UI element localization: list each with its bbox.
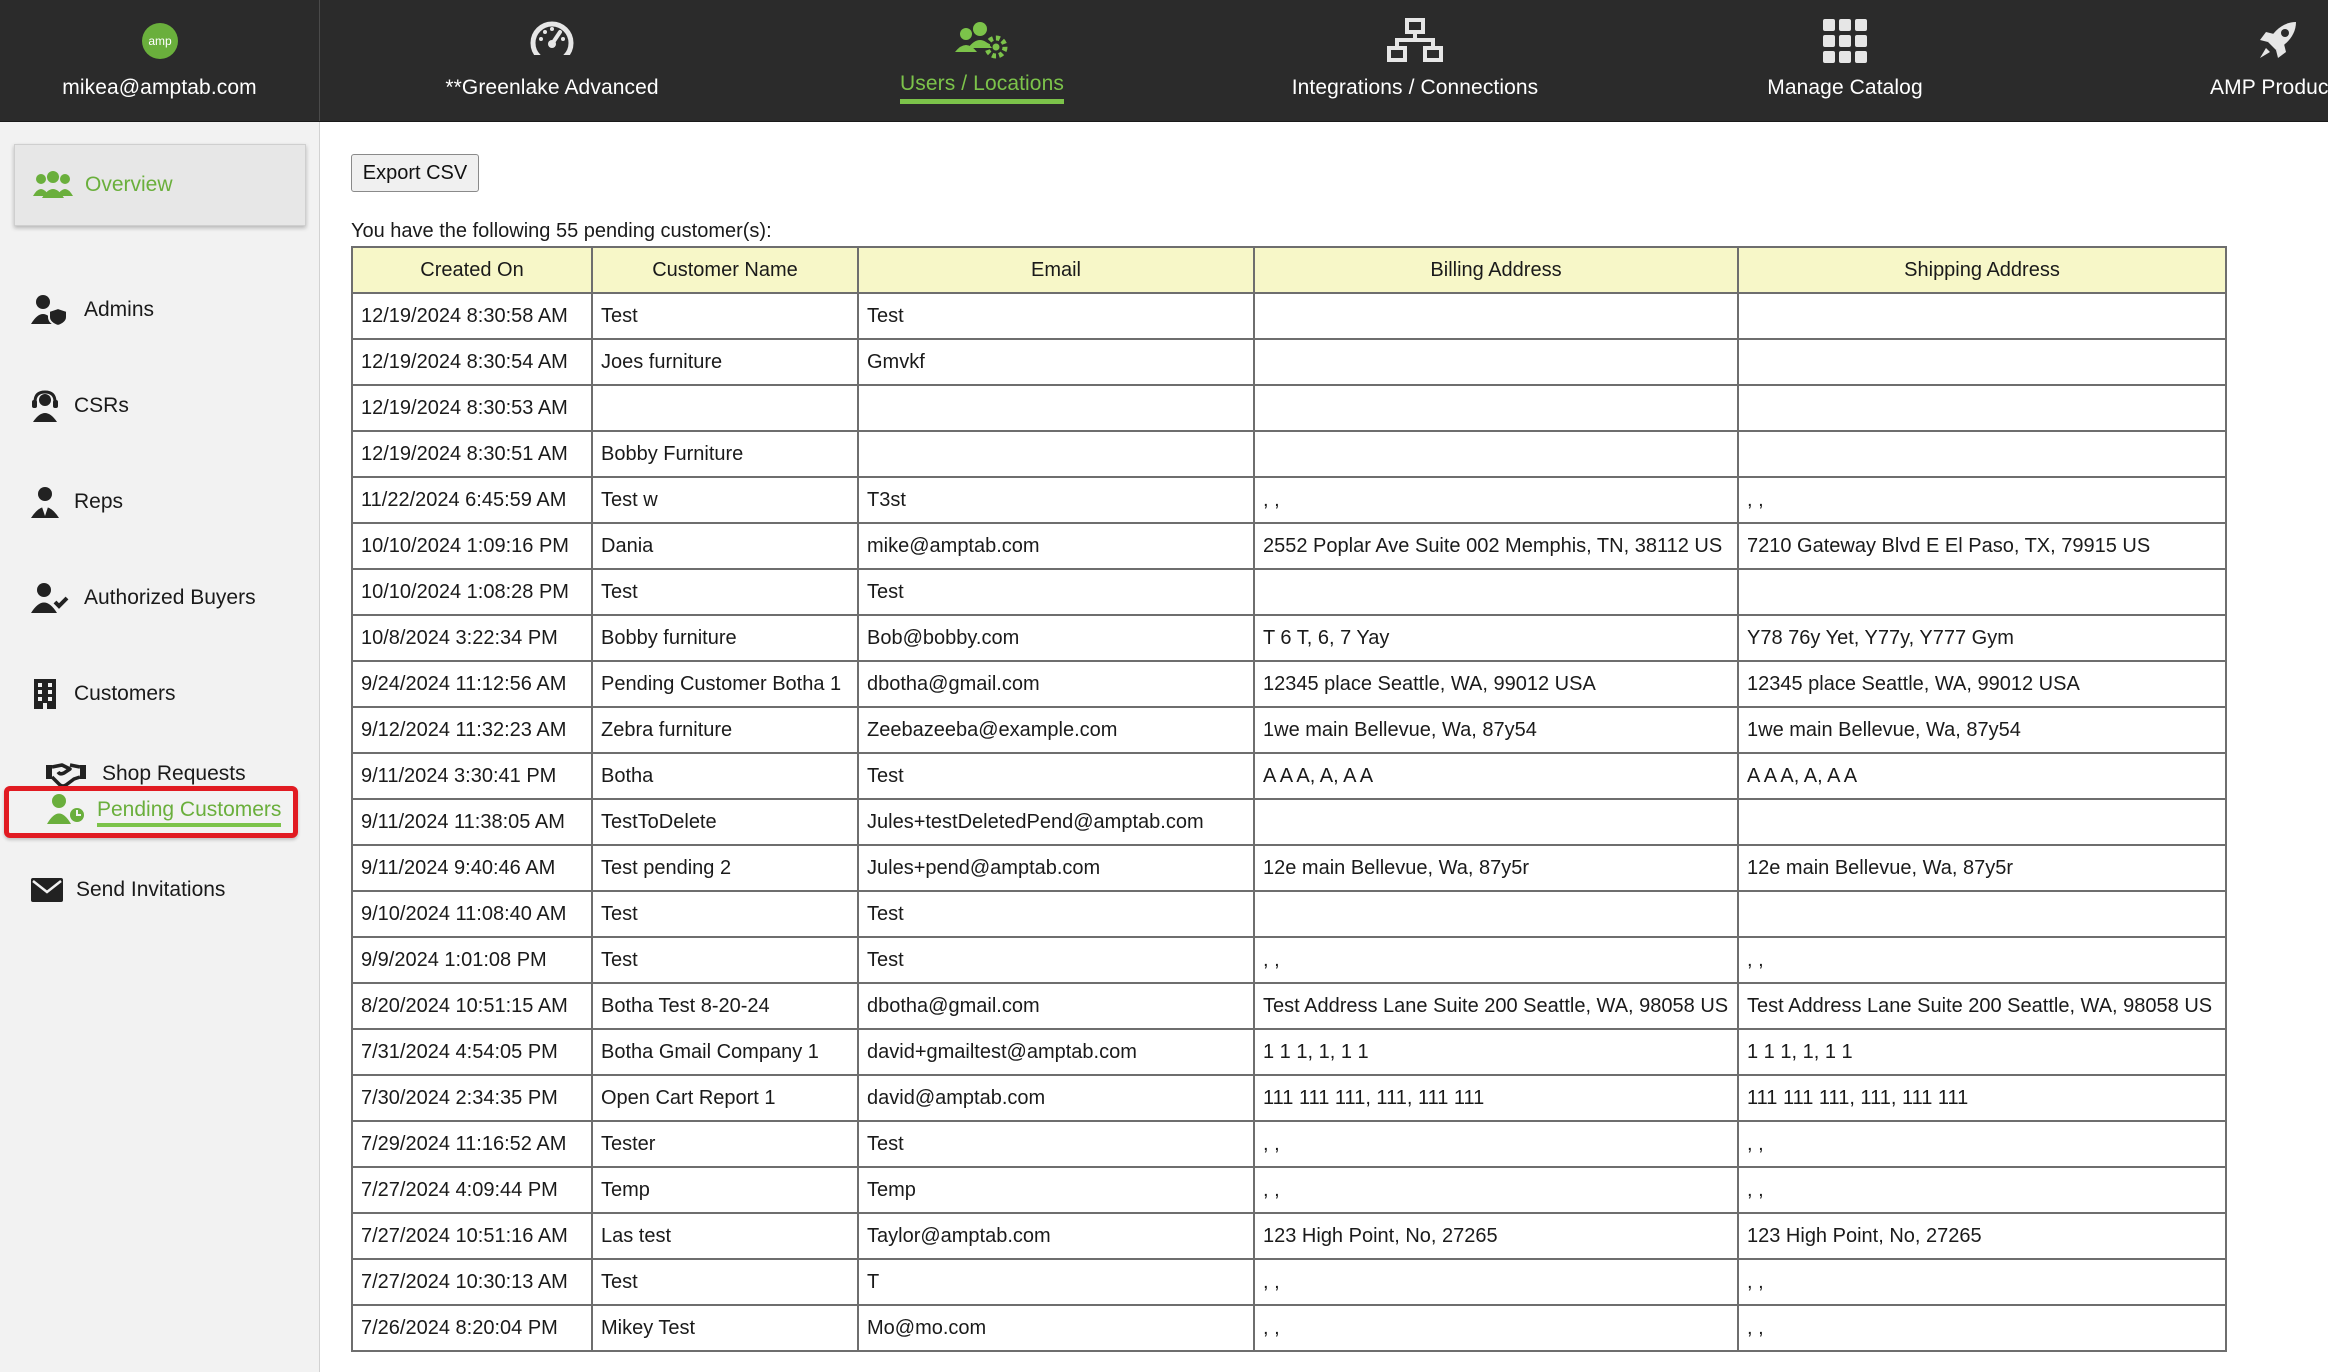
cell-billing-address: 12e main Bellevue, Wa, 87y5r [1254, 845, 1738, 891]
cell-billing-address: Test Address Lane Suite 200 Seattle, WA, 98058 US [1254, 983, 1738, 1029]
cell-email: Test [858, 937, 1254, 983]
cell-shipping-address: 1 1 1, 1, 1 1 [1738, 1029, 2226, 1075]
cell-customer-name: Las test [592, 1213, 858, 1259]
cell-shipping-address: Y78 76y Yet, Y77y, Y777 Gym [1738, 615, 2226, 661]
cell-created-on: 8/20/2024 10:51:15 AM [352, 983, 592, 1029]
rocket-icon [2254, 16, 2300, 66]
cell-email: Jules+pend@amptab.com [858, 845, 1254, 891]
cell-billing-address [1254, 339, 1738, 385]
nav-integrations-connections[interactable] [1270, 0, 1560, 122]
cell-customer-name [592, 385, 858, 431]
headset-icon [30, 389, 60, 423]
cell-shipping-address: 111 111 111, 111, 111 111 [1738, 1075, 2226, 1121]
cell-customer-name: Bobby furniture [592, 615, 858, 661]
cell-email: T3st [858, 477, 1254, 523]
table-row[interactable] [352, 523, 2226, 569]
cell-customer-name: Test [592, 569, 858, 615]
cell-customer-name: Temp [592, 1167, 858, 1213]
cell-customer-name: Test pending 2 [592, 845, 858, 891]
envelope-icon [30, 873, 64, 907]
nav-manage-catalog[interactable] [1730, 0, 1960, 122]
cell-created-on: 7/27/2024 4:09:44 PM [352, 1167, 592, 1213]
sidebar-item-reps[interactable] [0, 474, 320, 530]
cell-customer-name: Test [592, 937, 858, 983]
export-csv-button[interactable]: Export CSV [351, 154, 479, 192]
cell-billing-address: , , [1254, 937, 1738, 983]
cell-created-on: 7/27/2024 10:51:16 AM [352, 1213, 592, 1259]
cell-customer-name: Test [592, 293, 858, 339]
cell-email: Bob@bobby.com [858, 615, 1254, 661]
user-tie-icon [30, 485, 60, 519]
cell-shipping-address: , , [1738, 1259, 2226, 1305]
cell-created-on: 9/9/2024 1:01:08 PM [352, 937, 592, 983]
cell-customer-name: Botha Gmail Company 1 [592, 1029, 858, 1075]
cell-email: Test [858, 891, 1254, 937]
cell-customer-name: Bobby Furniture [592, 431, 858, 477]
table-row[interactable] [352, 891, 2226, 937]
column-header-created-on[interactable]: Created On [352, 247, 592, 293]
cell-customer-name: Zebra furniture [592, 707, 858, 753]
table-row[interactable] [352, 615, 2226, 661]
cell-billing-address: , , [1254, 1305, 1738, 1351]
sidebar-item-label: Admins [84, 298, 155, 321]
table-row[interactable] [352, 1121, 2226, 1167]
nav-label: **Greenlake Advanced [445, 76, 659, 99]
sidebar-item-csrs[interactable] [0, 378, 320, 434]
column-header-billing-address[interactable]: Billing Address [1254, 247, 1738, 293]
cell-email: Taylor@amptab.com [858, 1213, 1254, 1259]
top-navigation [0, 0, 2328, 122]
sidebar-item-label: Send Invitations [76, 878, 226, 901]
cell-billing-address: 123 High Point, No, 27265 [1254, 1213, 1738, 1259]
nav-label: AMP Produc [2210, 76, 2328, 99]
table-row[interactable] [352, 569, 2226, 615]
table-row[interactable] [352, 1213, 2226, 1259]
sidebar-item-admins[interactable] [0, 282, 320, 338]
cell-shipping-address: 12345 place Seattle, WA, 99012 USA [1738, 661, 2226, 707]
column-header-customer-name[interactable]: Customer Name [592, 247, 858, 293]
table-row[interactable] [352, 1075, 2226, 1121]
nav-greenlake-advanced[interactable] [382, 0, 722, 122]
cell-customer-name: Tester [592, 1121, 858, 1167]
cell-shipping-address: 12e main Bellevue, Wa, 87y5r [1738, 845, 2226, 891]
cell-created-on: 9/11/2024 11:38:05 AM [352, 799, 592, 845]
cell-shipping-address [1738, 891, 2226, 937]
cell-billing-address [1254, 569, 1738, 615]
cell-created-on: 10/10/2024 1:09:16 PM [352, 523, 592, 569]
nav-label: Manage Catalog [1767, 76, 1923, 99]
cell-shipping-address: 1we main Bellevue, Wa, 87y54 [1738, 707, 2226, 753]
table-row[interactable] [352, 799, 2226, 845]
cell-customer-name: Botha Test 8-20-24 [592, 983, 858, 1029]
cell-email: dbotha@gmail.com [858, 983, 1254, 1029]
table-row[interactable] [352, 339, 2226, 385]
cell-created-on: 12/19/2024 8:30:53 AM [352, 385, 592, 431]
cell-shipping-address: 7210 Gateway Blvd E El Paso, TX, 79915 US [1738, 523, 2226, 569]
network-icon [1387, 16, 1443, 66]
main-content [321, 122, 2328, 1372]
cell-shipping-address [1738, 569, 2226, 615]
cell-billing-address: 111 111 111, 111, 111 111 [1254, 1075, 1738, 1121]
table-row[interactable] [352, 845, 2226, 891]
cell-shipping-address: , , [1738, 477, 2226, 523]
cell-shipping-address [1738, 799, 2226, 845]
table-row[interactable] [352, 385, 2226, 431]
column-header-shipping-address[interactable]: Shipping Address [1738, 247, 2226, 293]
nav-label: Integrations / Connections [1291, 76, 1539, 99]
cell-billing-address: , , [1254, 1121, 1738, 1167]
sidebar-item-pending-customers[interactable] [4, 786, 298, 838]
table-header-row [352, 247, 2226, 293]
cell-created-on: 7/30/2024 2:34:35 PM [352, 1075, 592, 1121]
users-icon [31, 170, 75, 200]
cell-email: david+gmailtest@amptab.com [858, 1029, 1254, 1075]
cell-billing-address: T 6 T, 6, 7 Yay [1254, 615, 1738, 661]
cell-created-on: 7/27/2024 10:30:13 AM [352, 1259, 592, 1305]
sidebar-item-overview[interactable] [14, 144, 306, 226]
nav-users-locations[interactable] [852, 0, 1112, 122]
column-header-email[interactable]: Email [858, 247, 1254, 293]
cell-created-on: 9/24/2024 11:12:56 AM [352, 661, 592, 707]
sidebar-item-label: Pending Customers [97, 798, 281, 827]
cell-created-on: 7/26/2024 8:20:04 PM [352, 1305, 592, 1351]
cell-billing-address: , , [1254, 477, 1738, 523]
account-email: mikea@amptab.com [62, 76, 257, 99]
table-row[interactable] [352, 1029, 2226, 1075]
cell-shipping-address [1738, 431, 2226, 477]
cell-email: Test [858, 753, 1254, 799]
cell-billing-address: 2552 Poplar Ave Suite 002 Memphis, TN, 38112 US [1254, 523, 1738, 569]
cell-created-on: 7/29/2024 11:16:52 AM [352, 1121, 592, 1167]
cell-shipping-address: Test Address Lane Suite 200 Seattle, WA, 98058 US [1738, 983, 2226, 1029]
sidebar-item-customers[interactable] [0, 666, 320, 722]
cell-billing-address: A A A, A, A A [1254, 753, 1738, 799]
cell-billing-address: 1we main Bellevue, Wa, 87y54 [1254, 707, 1738, 753]
cell-customer-name: TestToDelete [592, 799, 858, 845]
table-row[interactable] [352, 661, 2226, 707]
cell-created-on: 10/8/2024 3:22:34 PM [352, 615, 592, 661]
cell-email: T [858, 1259, 1254, 1305]
cell-shipping-address [1738, 293, 2226, 339]
sidebar-item-label: Authorized Buyers [84, 586, 256, 609]
cell-billing-address: 1 1 1, 1, 1 1 [1254, 1029, 1738, 1075]
cell-email: Zeebazeeba@example.com [858, 707, 1254, 753]
sidebar-item-label: Reps [74, 490, 124, 513]
cell-customer-name: Dania [592, 523, 858, 569]
cell-email: Temp [858, 1167, 1254, 1213]
nav-divider [319, 0, 320, 122]
cell-created-on: 9/11/2024 9:40:46 AM [352, 845, 592, 891]
pending-customers-table [351, 246, 2227, 1352]
cell-shipping-address: , , [1738, 1121, 2226, 1167]
cell-billing-address [1254, 385, 1738, 431]
cell-customer-name: Botha [592, 753, 858, 799]
cell-billing-address [1254, 799, 1738, 845]
table-row[interactable] [352, 707, 2226, 753]
sidebar-item-authorized-buyers[interactable] [0, 570, 320, 626]
cell-billing-address [1254, 891, 1738, 937]
cell-shipping-address: , , [1738, 1167, 2226, 1213]
table-body [352, 293, 2226, 1351]
user-shield-icon [30, 293, 70, 327]
cell-created-on: 12/19/2024 8:30:54 AM [352, 339, 592, 385]
account-menu[interactable] [0, 0, 320, 122]
cell-email: Gmvkf [858, 339, 1254, 385]
cell-shipping-address: 123 High Point, No, 27265 [1738, 1213, 2226, 1259]
cell-created-on: 11/22/2024 6:45:59 AM [352, 477, 592, 523]
cell-email [858, 431, 1254, 477]
cell-created-on: 12/19/2024 8:30:58 AM [352, 293, 592, 339]
cell-email: dbotha@gmail.com [858, 661, 1254, 707]
table-row[interactable] [352, 983, 2226, 1029]
cell-created-on: 12/19/2024 8:30:51 AM [352, 431, 592, 477]
cell-billing-address: , , [1254, 1167, 1738, 1213]
gauge-icon [526, 16, 578, 66]
cell-email: mike@amptab.com [858, 523, 1254, 569]
cell-customer-name: Open Cart Report 1 [592, 1075, 858, 1121]
cell-email [858, 385, 1254, 431]
cell-customer-name: Mikey Test [592, 1305, 858, 1351]
cell-email: Mo@mo.com [858, 1305, 1254, 1351]
cell-billing-address: 12345 place Seattle, WA, 99012 USA [1254, 661, 1738, 707]
cell-email: david@amptab.com [858, 1075, 1254, 1121]
user-check-icon [30, 581, 70, 615]
table-row[interactable] [352, 1167, 2226, 1213]
sidebar [0, 122, 320, 1372]
sidebar-item-label: CSRs [74, 394, 129, 417]
cell-billing-address [1254, 431, 1738, 477]
pending-summary-text: You have the following 55 pending customer(s): [351, 220, 772, 242]
cell-email: Test [858, 569, 1254, 615]
cell-created-on: 10/10/2024 1:08:28 PM [352, 569, 592, 615]
sidebar-item-label: Overview [85, 173, 173, 196]
cell-customer-name: Joes furniture [592, 339, 858, 385]
cell-created-on: 9/12/2024 11:32:23 AM [352, 707, 592, 753]
table-row[interactable] [352, 431, 2226, 477]
cell-customer-name: Test w [592, 477, 858, 523]
user-clock-icon [47, 793, 87, 831]
nav-amp-products[interactable] [2210, 0, 2328, 122]
cell-created-on: 7/31/2024 4:54:05 PM [352, 1029, 592, 1075]
cell-customer-name: Test [592, 1259, 858, 1305]
table-row[interactable] [352, 753, 2226, 799]
cell-customer-name: Test [592, 891, 858, 937]
cell-created-on: 9/11/2024 3:30:41 PM [352, 753, 592, 799]
cell-shipping-address: A A A, A, A A [1738, 753, 2226, 799]
sidebar-item-label: Customers [74, 682, 176, 705]
cell-billing-address: , , [1254, 1259, 1738, 1305]
table-row[interactable] [352, 1305, 2226, 1351]
cell-shipping-address: , , [1738, 937, 2226, 983]
svg-text:amp: amp [147, 34, 172, 48]
cell-shipping-address: , , [1738, 1305, 2226, 1351]
nav-label: Users / Locations [900, 72, 1064, 104]
cell-created-on: 9/10/2024 11:08:40 AM [352, 891, 592, 937]
table-row[interactable] [352, 937, 2226, 983]
building-icon [30, 677, 60, 711]
cell-email: Test [858, 1121, 1254, 1167]
cell-email: Jules+testDeletedPend@amptab.com [858, 799, 1254, 845]
sidebar-item-label: Shop Requests [102, 762, 246, 785]
cell-billing-address [1254, 293, 1738, 339]
cell-customer-name: Pending Customer Botha 1 [592, 661, 858, 707]
table-row[interactable] [352, 477, 2226, 523]
table-row[interactable] [352, 1259, 2226, 1305]
table-row[interactable] [352, 293, 2226, 339]
cell-shipping-address [1738, 385, 2226, 431]
users-gear-icon [952, 16, 1012, 66]
sidebar-item-send-invitations[interactable] [0, 862, 320, 918]
amp-logo-icon [141, 16, 179, 66]
cell-shipping-address [1738, 339, 2226, 385]
grid-icon [1822, 16, 1868, 66]
cell-email: Test [858, 293, 1254, 339]
